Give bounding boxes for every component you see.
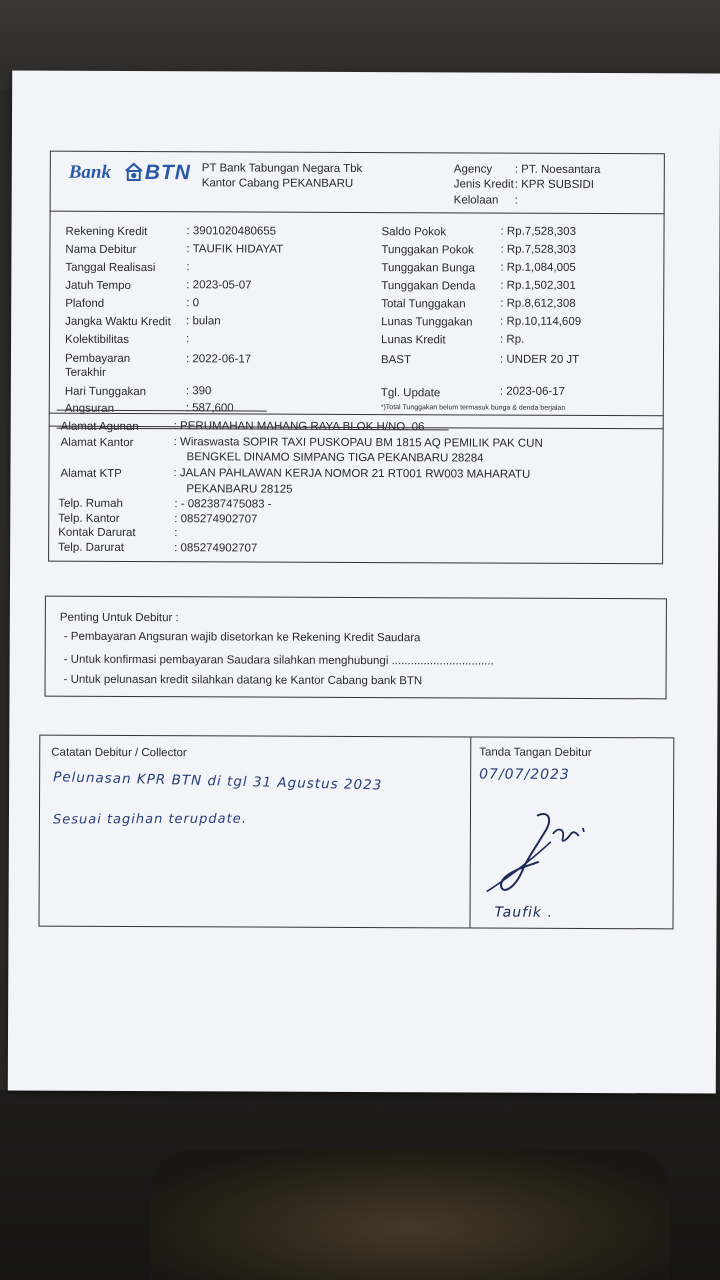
ktp-value-line2: PEKANBARU 28125 <box>186 483 293 496</box>
field-label: Lunas Kredit <box>381 334 446 347</box>
telp-darurat-label: Telp. Darurat <box>58 541 125 554</box>
field-value: : 2022-06-17 <box>185 353 252 366</box>
field-label: Tunggakan Pokok <box>381 244 474 257</box>
field-value: : 3901020480655 <box>186 225 277 238</box>
logo-btn-text: BTN <box>144 161 192 185</box>
handwritten-signer-name: Taufik . <box>494 904 553 921</box>
field-value: : <box>186 261 190 274</box>
field-label: Plafond <box>65 297 105 310</box>
field-label: Jatuh Tempo <box>65 279 131 292</box>
field-label: Angsuran <box>64 402 115 415</box>
field-label: Lunas Tunggakan <box>381 316 473 329</box>
field-label: Tgl. Update <box>380 387 441 400</box>
field-value: : Rp.1,084,005 <box>500 261 576 274</box>
field-value: : Rp.7,528,303 <box>500 225 577 238</box>
handwritten-note-line2: Sesuai tagihan terupdate. <box>52 811 247 828</box>
ttd-label: Tanda Tangan Debitur <box>479 746 592 759</box>
logo-bank-text: Bank <box>68 161 112 183</box>
handwritten-date: 07/07/2023 <box>479 766 570 783</box>
handwritten-note-line1: Pelunasan KPR BTN di tgl 31 Agustus 2023 <box>52 769 383 794</box>
telp-kantor-value: : 085274902707 <box>174 513 258 526</box>
kantor-label: Alamat Kantor <box>60 436 134 449</box>
notice-item: - Untuk konfirmasi pembayaran Saudara silahkan menghubungi ................................ <box>63 653 494 668</box>
field-value: : bulan <box>186 315 221 328</box>
branch-name: Kantor Cabang PEKANBARU <box>201 177 354 190</box>
jenis-kredit-label: Jenis Kredit <box>453 178 514 191</box>
field-label: BAST <box>380 354 412 367</box>
field-label: Tunggakan Bunga <box>381 262 475 275</box>
kontak-darurat-label: Kontak Darurat <box>58 526 136 540</box>
field-value: : 587,600 <box>185 402 234 415</box>
footnote: *)Total Tunggakan belum termasuk bunga & denda berjalan <box>380 404 566 412</box>
kelolaan-value: : <box>514 194 518 207</box>
field-value: : UNDER 20 JT <box>499 353 580 366</box>
agency-value: : PT. Noesantara <box>514 163 601 177</box>
field-label: Saldo Pokok <box>381 226 447 239</box>
field-value: : <box>186 333 190 346</box>
ktp-label: Alamat KTP <box>60 467 122 480</box>
field-value: : Rp. <box>500 333 525 346</box>
field-label: Jangka Waktu Kredit <box>65 315 171 329</box>
kelolaan-label: Kelolaan <box>453 194 499 207</box>
field-label: Rekening Kredit <box>65 225 148 239</box>
document-paper <box>8 70 720 1093</box>
field-value: : 390 <box>185 385 212 398</box>
notice-item: - Untuk pelunasan kredit silahkan datang ke Kantor Cabang bank BTN <box>63 673 423 688</box>
telp-rumah-label: Telp. Rumah <box>58 497 123 510</box>
notice-item: - Pembayaran Angsuran wajib disetorkan ke Rekening Kredit Saudara <box>63 630 421 645</box>
field-value: : 0 <box>186 297 200 310</box>
field-value: : 2023-05-07 <box>186 279 252 292</box>
field-value: : TAUFIK HIDAYAT <box>186 243 284 256</box>
ktp-value: : JALAN PAHLAWAN KERJA NOMOR 21 RT001 RW003 MAHARATU <box>173 467 531 481</box>
signature-mark <box>479 808 599 904</box>
btn-logo-icon <box>123 161 145 187</box>
field-label: Kolektibilitas <box>65 333 130 346</box>
field-label: Total Tunggakan <box>381 298 466 311</box>
jenis-kredit-value: : KPR SUBSIDI <box>514 178 595 191</box>
telp-rumah-value: : - 082387475083 - <box>174 498 272 511</box>
notice-title: Penting Untuk Debitur : <box>59 611 179 625</box>
field-label: Tunggakan Denda <box>381 280 476 293</box>
field-label: Tanggal Realisasi <box>65 261 156 275</box>
agunan-label: Alamat Agunan <box>60 420 139 434</box>
kantor-value: : Wiraswasta SOPIR TAXI PUSKOPAU BM 1815 AQ PEMILIK PAK CUN <box>173 436 543 450</box>
field-value: : Rp.1,502,301 <box>500 279 576 292</box>
kontak-darurat-value: : <box>174 527 178 540</box>
field-label: Nama Debitur <box>65 243 137 257</box>
field-value: : 2023-06-17 <box>499 385 566 398</box>
telp-kantor-label: Telp. Kantor <box>58 512 120 525</box>
catatan-label: Catatan Debitur / Collector <box>51 746 187 760</box>
field-label: Pembayaran <box>64 352 131 365</box>
company-name: PT Bank Tabungan Negara Tbk <box>201 162 363 175</box>
field-label: Hari Tunggakan <box>64 385 147 399</box>
field-value: : Rp.7,528,303 <box>500 243 576 256</box>
agunan-value: : PERUMAHAN MAHANG RAYA BLOK H/NO. 06 <box>173 420 425 434</box>
field-label-line2: Terakhir <box>64 366 106 379</box>
field-value: : Rp.8,612,308 <box>500 297 576 310</box>
rug <box>150 1150 670 1280</box>
telp-darurat-value: : 085274902707 <box>174 542 258 555</box>
kantor-value-line2: BENGKEL DINAMO SIMPANG TIGA PEKANBARU 28284 <box>186 451 484 465</box>
agency-label: Agency <box>453 163 493 176</box>
field-value: : Rp.10,114,609 <box>500 315 582 328</box>
